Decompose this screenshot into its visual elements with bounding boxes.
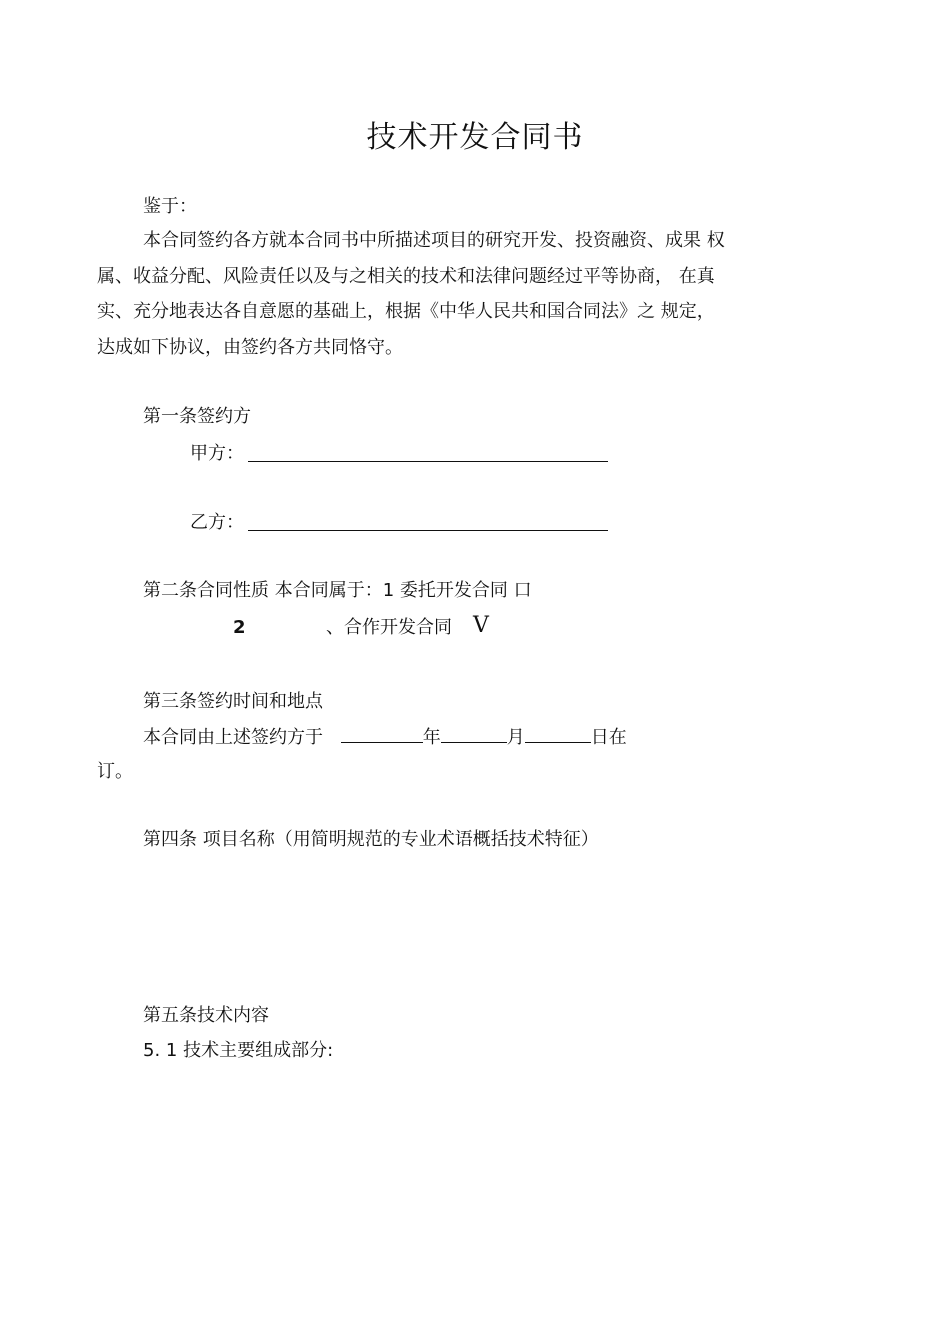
month-label: 月 xyxy=(506,727,525,748)
preamble-line-4: 达成如下协议，由签约各方共同恪守。 xyxy=(97,337,403,358)
article3-heading: 第三条签约时间和地点 xyxy=(143,691,323,712)
preamble-line-3: 实、充分地表达各自意愿的基础上，根据《中华人民共和国合同法》之 规定， xyxy=(97,301,715,322)
year-blank[interactable] xyxy=(341,724,423,743)
day-label: 日在 xyxy=(590,727,627,748)
preamble-heading: 鉴于： xyxy=(143,196,197,217)
document-title: 技术开发合同书 xyxy=(366,120,584,155)
article2-item2-text: 、合作开发合同 xyxy=(326,617,452,638)
article2-line1: 第二条合同性质 本合同属于：1 委托开发合同 口 xyxy=(143,580,532,601)
party-a-blank[interactable] xyxy=(248,461,608,462)
article3-prefix: 本合同由上述签约方于 xyxy=(143,727,323,748)
article5-sub1: 5. 1 技术主要组成部分: xyxy=(143,1040,334,1061)
day-blank[interactable] xyxy=(525,724,591,743)
party-b-blank[interactable] xyxy=(248,530,608,531)
preamble-line-2: 属、收益分配、风险责任以及与之相关的技术和法律问题经过平等协商， 在真 xyxy=(97,266,715,287)
party-a-label: 甲方： xyxy=(190,443,244,464)
checkmark-v: V xyxy=(473,613,489,638)
month-blank[interactable] xyxy=(441,724,507,743)
party-b-label: 乙方： xyxy=(190,512,244,533)
article2-item2-number: 2 xyxy=(233,617,246,638)
year-label: 年 xyxy=(422,727,441,748)
preamble-line-1: 本合同签约各方就本合同书中所描述项目的研究开发、投资融资、成果 权 xyxy=(143,230,725,251)
article1-heading: 第一条签约方 xyxy=(143,406,251,427)
article3-line2: 订。 xyxy=(97,761,133,782)
article4-heading: 第四条 项目名称（用简明规范的专业术语概括技术特征） xyxy=(143,829,599,850)
article3-line1 xyxy=(143,724,627,750)
article5-heading: 第五条技术内容 xyxy=(143,1005,269,1026)
